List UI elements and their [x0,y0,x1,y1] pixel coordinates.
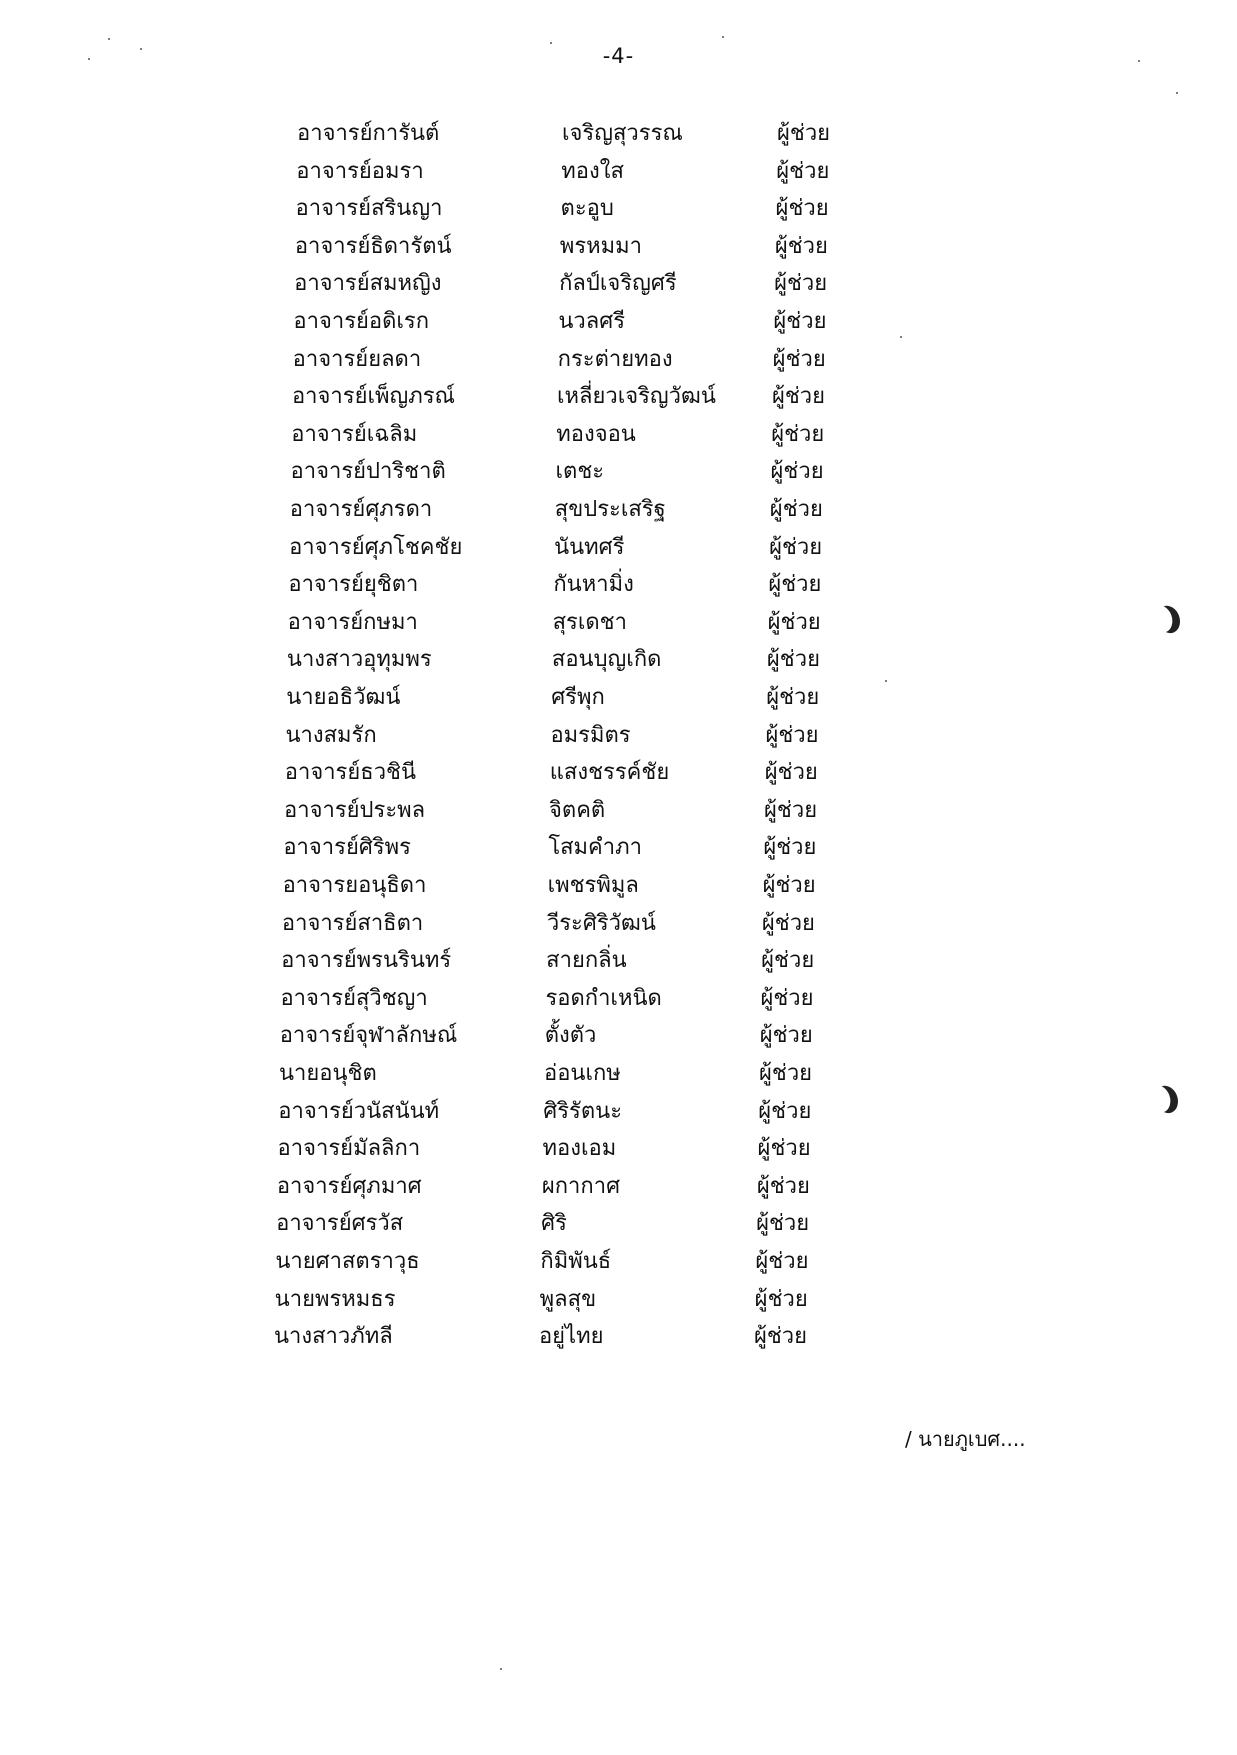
staff-surname: ตั้งตัว [544,1023,597,1049]
academic-rank: ผู้ช่วย [766,647,820,673]
staff-surname: ศรีพุก [551,685,605,710]
scan-speck [88,58,90,60]
academic-rank: ผู้ช่วย [764,760,818,786]
staff-name: อาจารย์ศรวัส [276,1211,404,1237]
staff-surname: เหลี่ยวเจริญวัฒน์ [556,384,716,410]
staff-surname: ทองใส [561,158,624,184]
staff-name: อาจารย์วนัสนันท์ [278,1098,440,1124]
academic-rank: ผู้ช่วย [761,910,815,936]
staff-surname: แสงชรรค์ชัย [549,760,670,786]
academic-rank: ผู้ช่วย [758,1098,812,1124]
staff-surname: กระต่ายทอง [557,346,673,372]
staff-surname: สายกลิ่น [546,948,627,974]
staff-name: อาจารย์กษมา [287,609,418,635]
staff-name: อาจารย์ปาริชาติ [290,459,446,485]
staff-name: อาจารย์จุฬาลักษณ์ [279,1023,458,1049]
academic-rank: ผู้ช่วย [773,309,827,334]
staff-name: อาจารย์ศุภมาศ [276,1173,422,1199]
staff-surname: กิมิพันธ์ [540,1249,612,1274]
staff-surname: ศิริรัตนะ [543,1098,623,1124]
academic-rank: ผู้ช่วย [765,722,819,748]
staff-surname: เตชะ [555,459,605,485]
scan-speck [1176,92,1178,94]
staff-surname: จิตคติ [549,797,606,823]
academic-rank: ผู้ช่วย [771,421,825,447]
staff-name: อาจารย์อมรา [296,158,424,184]
scan-speck [108,38,110,40]
staff-name: อาจารย์เพ็ญภรณ์ [291,384,455,410]
staff-name: อาจารยอนุธิดา [282,873,427,898]
staff-name: นางสาวภัทลี [273,1324,393,1350]
staff-surname: วีระศิริวัฒน์ [546,910,656,936]
staff-surname: ทองเอม [542,1136,617,1162]
staff-name: อาจารย์อดิเรก [293,309,430,334]
staff-name: อาจารย์สาธิตา [281,910,424,936]
staff-surname: ทองจอน [556,421,636,447]
staff-name: อาจารย์มัลลิกา [277,1136,421,1162]
staff-name: อาจารย์สรินญา [295,196,443,222]
scan-speck [550,42,552,44]
staff-surname: อยู่ไทย [538,1324,604,1350]
academic-rank: ผู้ช่วย [777,121,831,146]
staff-name: อาจารย์เฉลิม [291,421,418,447]
staff-surname: นันทศรี [554,534,625,560]
academic-rank: ผู้ช่วย [760,985,814,1011]
staff-name: อาจารย์ยุชิตา [288,572,419,598]
staff-name: นายอนุชิต [279,1061,377,1086]
scan-speck [722,36,724,38]
staff-name: นายอธิวัฒน์ [286,685,401,710]
staff-name: อาจารย์ยลดา [292,346,422,372]
staff-surname: อมรมิตร [550,722,631,748]
staff-name: อาจารย์ศุภรดา [289,497,433,522]
academic-rank: ผู้ช่วย [768,572,822,598]
staff-surname: เจริญสุวรรณ [562,121,683,146]
staff-name: นายศาสตราวุธ [275,1249,420,1274]
staff-surname: กัลป์เจริญศรี [559,271,677,297]
academic-rank: ผู้ช่วย [774,271,828,297]
staff-name: นางสาวอุทุมพร [286,647,432,673]
staff-surname: ผกากาศ [541,1173,621,1199]
academic-rank: ผู้ช่วย [767,609,821,635]
staff-name: อาจารย์สุวิชญา [280,985,428,1011]
scan-speck [500,1668,502,1670]
academic-rank: ผู้ช่วย [761,948,815,974]
scan-speck [140,48,142,50]
staff-surname: โสมคำภา [548,835,642,861]
academic-rank: ผู้ช่วย [757,1136,811,1162]
staff-surname: กันหามิ่ง [553,572,634,598]
academic-rank: ผู้ช่วย [775,196,829,222]
academic-rank: ผู้ช่วย [759,1061,813,1086]
academic-rank: ผู้ช่วย [754,1286,808,1312]
academic-rank: ผู้ช่วย [753,1324,808,1350]
staff-surname: ศิริ [541,1211,567,1237]
staff-surname: เพชรพิมูล [547,873,639,898]
staff-name: อาจารย์สมหญิง [294,271,442,297]
staff-surname: ตะอูบ [560,196,614,222]
academic-rank: ผู้ช่วย [756,1211,810,1237]
staff-name: อาจารย์ธวชินี [284,760,417,786]
page-number: -4- [602,44,635,68]
staff-surname: พรหมมา [559,233,643,259]
academic-rank: ผู้ช่วย [776,158,830,184]
staff-name: อาจารย์ธิดารัตน์ [294,233,452,259]
scan-speck [900,336,902,338]
academic-rank: ผู้ช่วย [755,1249,809,1274]
academic-rank: ผู้ช่วย [771,384,826,410]
academic-rank: ผู้ช่วย [769,534,823,560]
staff-name: นายพรหมธร [274,1286,396,1312]
staff-surname: พูลสุข [539,1286,597,1312]
academic-rank: ผู้ช่วย [762,873,816,898]
academic-rank: ผู้ช่วย [764,797,818,823]
scan-speck [1138,60,1140,62]
staff-name: นางสมรัก [285,722,377,748]
academic-rank: ผู้ช่วย [772,346,826,372]
staff-surname: อ่อนเกษ [544,1061,621,1086]
academic-rank: ผู้ช่วย [763,835,817,861]
staff-name: อาจารย์ศิริพร [283,835,411,861]
staff-surname: สุรเดชา [552,609,627,635]
staff-name: อาจารย์พรนรินทร์ [281,948,452,974]
academic-rank: ผู้ช่วย [770,459,824,485]
staff-surname: สุขประเสริฐ [554,497,666,522]
staff-name: อาจารย์การันต์ [297,121,440,146]
academic-rank: ผู้ช่วย [756,1173,810,1199]
academic-rank: ผู้ช่วย [769,497,823,522]
staff-name: อาจารย์ประพล [284,797,426,823]
academic-rank: ผู้ช่วย [774,233,828,259]
staff-surname: รอดกำเหนิด [545,985,662,1011]
academic-rank: ผู้ช่วย [766,685,820,710]
continuation-note: / นายภูเบศ.... [905,1427,1026,1451]
staff-surname: สอนบุญเกิด [551,647,662,673]
staff-surname: นวลศรี [558,309,626,334]
scan-speck [885,680,887,682]
staff-name: อาจารย์ศุภโชคชัย [289,534,463,560]
academic-rank: ผู้ช่วย [759,1023,813,1049]
